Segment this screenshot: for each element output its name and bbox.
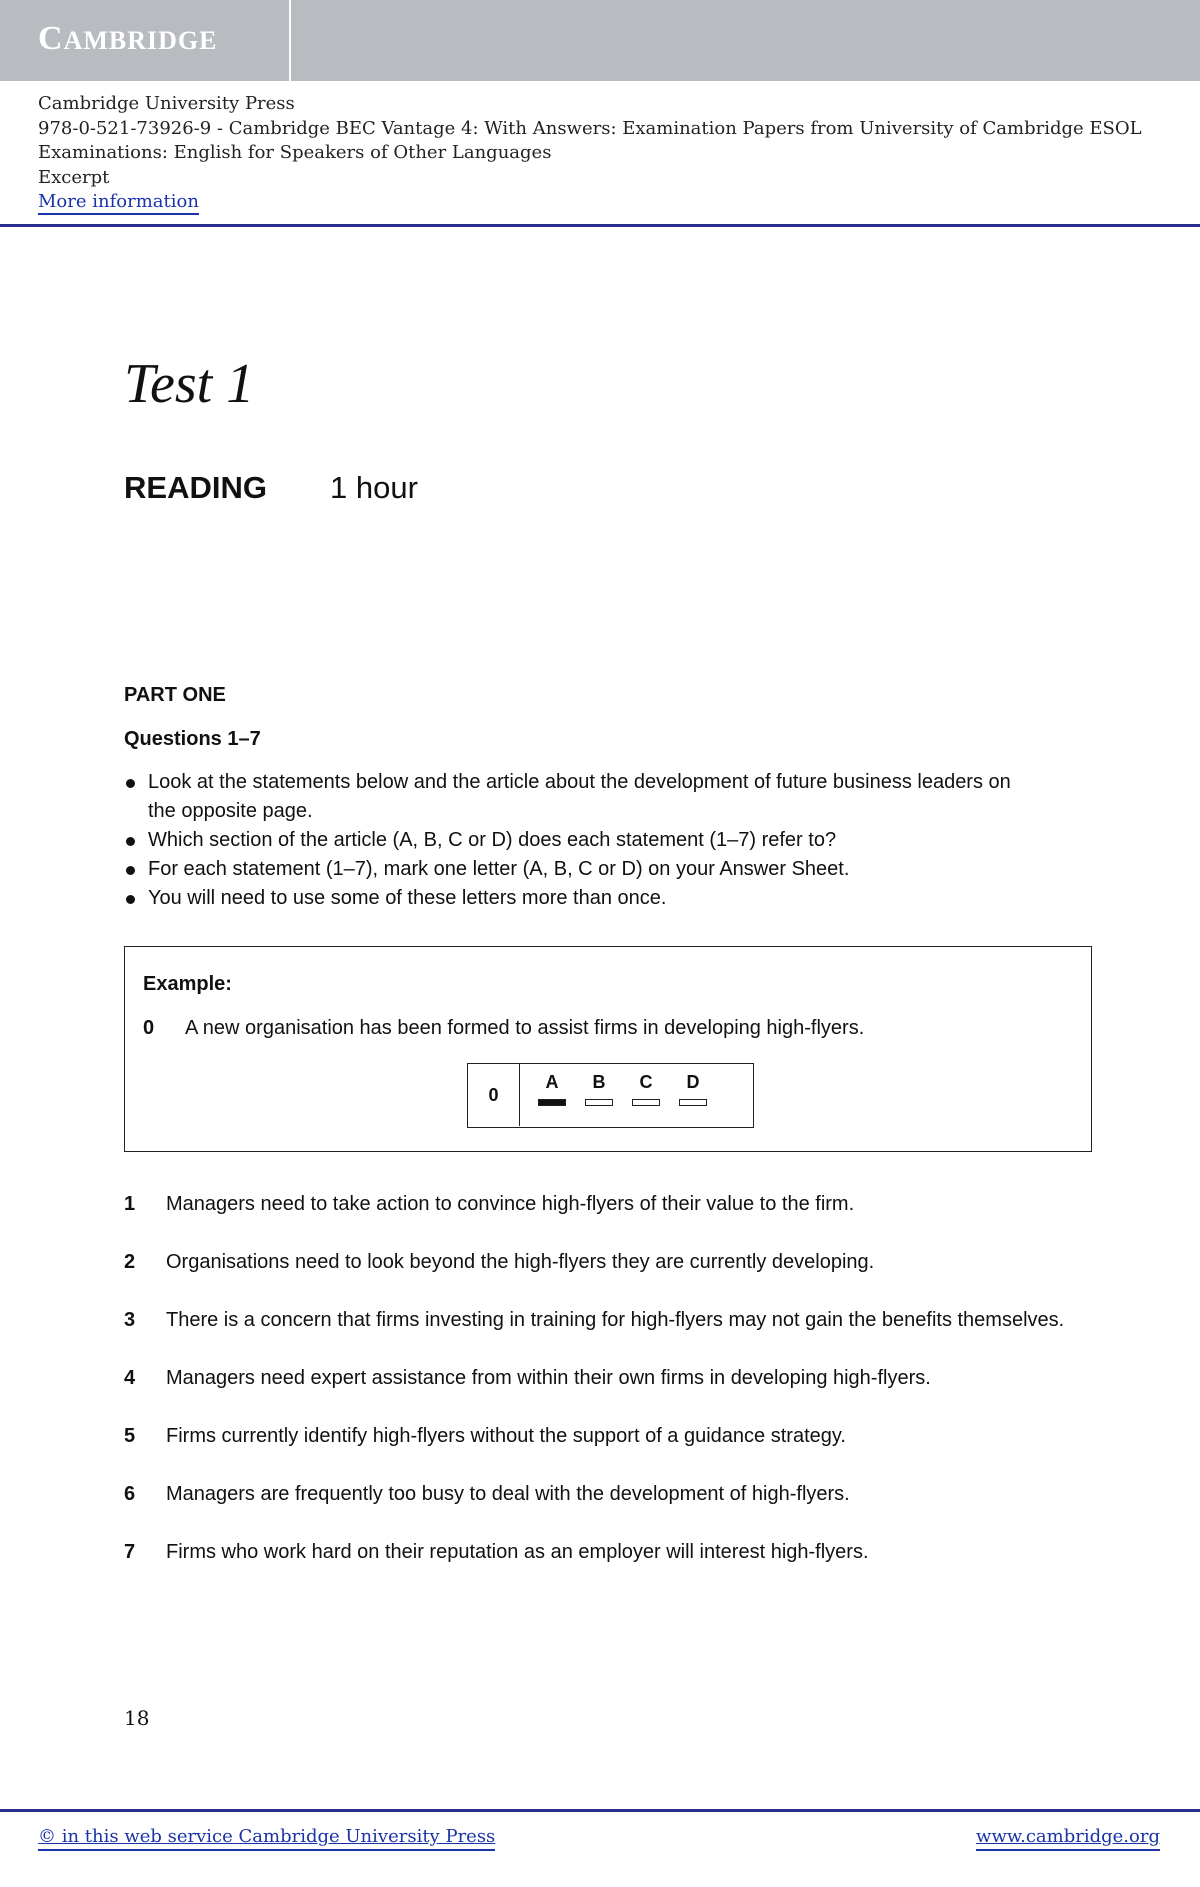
empty-answer-mark bbox=[632, 1099, 660, 1106]
option-letter: B bbox=[592, 1072, 606, 1092]
bullet-icon bbox=[126, 895, 135, 904]
part-heading: PART ONE bbox=[124, 684, 226, 706]
question-number: 7 bbox=[124, 1541, 136, 1563]
instruction-item bbox=[124, 884, 1024, 913]
logo-rest: AMBRIDGE bbox=[63, 26, 218, 55]
answer-grid-number: 0 bbox=[468, 1064, 520, 1126]
question-number: 4 bbox=[124, 1367, 136, 1389]
option-letter: A bbox=[545, 1072, 559, 1092]
instruction-text: Which section of the article (A, B, C or D) does each statement (1–7) refer to? bbox=[148, 829, 837, 851]
question-item bbox=[124, 1364, 1104, 1393]
question-number: 2 bbox=[124, 1251, 136, 1273]
answer-option-a bbox=[536, 1072, 568, 1106]
example-label: Example: bbox=[143, 973, 232, 995]
isbn-title-line: 978-0-521-73926-9 - Cambridge BEC Vantage 4: With Answers: Examination Papers from University of Cambridge ESOL bbox=[38, 117, 1142, 139]
question-item bbox=[124, 1480, 1104, 1509]
questions-range: Questions 1–7 bbox=[124, 728, 261, 750]
question-text: Managers need to take action to convince high-flyers of their value to the firm. bbox=[166, 1193, 855, 1215]
bullet-icon bbox=[126, 779, 135, 788]
footer-divider bbox=[0, 1809, 1200, 1812]
answer-option-b bbox=[583, 1072, 615, 1106]
header-divider bbox=[0, 224, 1200, 227]
question-item bbox=[124, 1422, 1104, 1451]
empty-answer-mark bbox=[679, 1099, 707, 1106]
copyright-link[interactable]: © in this web service Cambridge University Press bbox=[38, 1826, 495, 1851]
instruction-item bbox=[124, 855, 1024, 884]
logo-initial: C bbox=[38, 20, 64, 57]
question-number: 5 bbox=[124, 1425, 136, 1447]
question-number: 3 bbox=[124, 1309, 136, 1331]
answer-option-c bbox=[630, 1072, 662, 1106]
question-text: There is a concern that firms investing in training for high-flyers may not gain the benefits themselves. bbox=[166, 1309, 1065, 1331]
publisher-header-band bbox=[0, 0, 1200, 81]
page-number: 18 bbox=[124, 1706, 150, 1730]
publisher-name: Cambridge University Press bbox=[38, 93, 295, 114]
instruction-text: You will need to use some of these letters more than once. bbox=[148, 887, 667, 909]
question-text: Organisations need to look beyond the high-flyers they are currently developing. bbox=[166, 1251, 875, 1273]
more-information-link[interactable]: More information bbox=[38, 191, 199, 215]
example-text: A new organisation has been formed to assist firms in developing high-flyers. bbox=[185, 1017, 865, 1039]
question-text: Firms currently identify high-flyers without the support of a guidance strategy. bbox=[166, 1425, 846, 1447]
excerpt-label: Excerpt bbox=[38, 166, 110, 188]
option-letter: C bbox=[639, 1072, 653, 1092]
example-number: 0 bbox=[143, 1017, 155, 1039]
instruction-item bbox=[124, 826, 1024, 855]
filled-answer-mark bbox=[538, 1099, 566, 1106]
bullet-icon bbox=[126, 866, 135, 875]
question-item bbox=[124, 1306, 1104, 1335]
question-item bbox=[124, 1190, 1104, 1219]
question-item bbox=[124, 1538, 1104, 1567]
question-number: 1 bbox=[124, 1193, 136, 1215]
question-text: Managers are frequently too busy to deal with the development of high-flyers. bbox=[166, 1483, 850, 1505]
question-item bbox=[124, 1248, 1104, 1277]
option-letter: D bbox=[686, 1072, 700, 1092]
instructions-list bbox=[124, 768, 1024, 913]
logo-cell bbox=[0, 0, 291, 81]
example-box bbox=[124, 946, 1092, 1152]
isbn-title-line-2: Examinations: English for Speakers of Other Languages bbox=[38, 142, 552, 163]
question-number: 6 bbox=[124, 1483, 136, 1505]
instruction-text: For each statement (1–7), mark one letter (A, B, C or D) on your Answer Sheet. bbox=[148, 858, 850, 880]
answer-option-d bbox=[677, 1072, 709, 1106]
instruction-item bbox=[124, 768, 1024, 826]
cambridge-logo[interactable] bbox=[38, 20, 217, 58]
question-text: Firms who work hard on their reputation as an employer will interest high-flyers. bbox=[166, 1541, 869, 1563]
empty-answer-mark bbox=[585, 1099, 613, 1106]
question-text: Managers need expert assistance from within their own firms in developing high-flyers. bbox=[166, 1367, 931, 1389]
test-title: Test 1 bbox=[124, 353, 255, 415]
section-title: READING bbox=[124, 470, 267, 505]
section-duration: 1 hour bbox=[330, 470, 418, 505]
question-list bbox=[124, 1190, 1104, 1596]
example-answer-grid bbox=[467, 1063, 754, 1128]
book-metadata bbox=[38, 92, 1188, 215]
cambridge-website-link[interactable]: www.cambridge.org bbox=[976, 1826, 1160, 1851]
instruction-text: Look at the statements below and the article about the development of future business leaders on the opposite page. bbox=[148, 771, 1011, 822]
bullet-icon bbox=[126, 837, 135, 846]
